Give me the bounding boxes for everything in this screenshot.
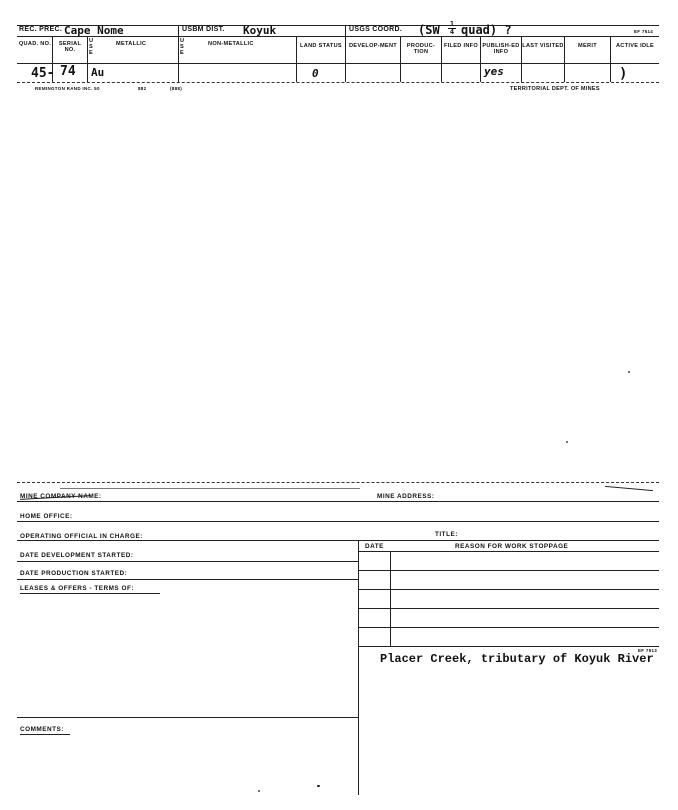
col-merit: MERIT	[578, 43, 597, 49]
date-development-label: DATE DEVELOPMENT STARTED:	[20, 552, 134, 559]
speck	[566, 441, 568, 443]
rule	[358, 627, 659, 628]
divider	[178, 25, 179, 82]
rec-prec-label: REC. PREC.	[19, 26, 63, 33]
rec-prec-value: Cape Nome	[64, 24, 124, 37]
reason-header: REASON FOR WORK STOPPAGE	[455, 543, 569, 550]
col-serial-no: SERIAL NO.	[58, 41, 82, 53]
rule	[17, 561, 358, 562]
mine-address-label: MINE ADDRESS:	[377, 493, 435, 500]
usgs-fraction-num: 1	[449, 20, 455, 28]
title-label: TITLE:	[435, 531, 458, 538]
rule	[358, 589, 659, 590]
comments-label: COMMENTS:	[20, 726, 64, 733]
col-last-visited: LAST VISITED	[522, 43, 564, 49]
rule	[358, 570, 659, 571]
usbm-dist-label: USBM DIST.	[182, 26, 225, 33]
leases-offers-label: LEASES & OFFERS - TERMS OF:	[20, 585, 134, 592]
form-number-bottom: EF 7513	[638, 648, 658, 653]
bottom-card-top-rule	[17, 482, 659, 483]
rule	[358, 608, 659, 609]
rule	[17, 579, 358, 580]
value-active-idle: )	[619, 66, 628, 82]
rule	[17, 501, 659, 502]
col-non-metallic: NON-METALLIC	[208, 41, 254, 47]
center-divider	[358, 540, 359, 795]
typed-note: Placer Creek, tributary of Koyuk River	[380, 652, 654, 666]
col-active-idle: ACTIVE IDLE	[615, 43, 655, 49]
usbm-dist-value: Koyuk	[243, 24, 277, 37]
col-use-letters: U S E	[89, 38, 94, 56]
usgs-fraction	[448, 21, 456, 36]
rule	[17, 521, 659, 522]
rule	[20, 734, 70, 735]
usgs-coord-value: (SW	[418, 23, 440, 37]
bottom-dashed-rule	[17, 82, 659, 83]
divider	[87, 36, 88, 82]
col-published-info: PUBLISH-ED INFO	[482, 43, 520, 55]
col-development: DEVELOP-MENT	[348, 43, 398, 49]
col-filed-info: FILED INFO	[443, 43, 479, 49]
date-column-divider	[390, 551, 391, 646]
rule	[17, 717, 358, 718]
territorial-dept: TERRITORIAL DEPT. OF MINES	[510, 86, 600, 92]
operating-official-label: OPERATING OFFICIAL IN CHARGE:	[20, 533, 143, 540]
rule	[17, 540, 659, 541]
divider	[610, 36, 611, 82]
usgs-coord-label: USGS COORD.	[349, 26, 403, 33]
speck	[628, 371, 630, 373]
column-header-rule	[17, 63, 659, 64]
pen-stroke	[605, 486, 653, 491]
date-header: DATE	[365, 543, 384, 550]
rule	[358, 551, 659, 552]
mine-company-name-label: MINE COMPANY NAME:	[20, 493, 102, 500]
col-quad-no: QUAD. NO.	[18, 41, 52, 47]
col-production: PRODUC-TION	[406, 43, 436, 55]
usgs-coord-value-2: quad) ?	[461, 23, 512, 37]
printer-code-2: (888)	[170, 86, 183, 91]
value-land-status: 0	[312, 67, 319, 80]
speck	[317, 785, 320, 787]
rule	[20, 593, 160, 594]
speck	[258, 790, 260, 792]
col-land-status: LAND STATUS	[300, 43, 342, 49]
home-office-label: HOME OFFICE:	[20, 513, 73, 520]
value-serial-no: 74	[60, 64, 76, 79]
col-use-letters-2: U S E	[180, 38, 185, 56]
printer-credit: REMINGTON RAND INC. 50	[35, 86, 100, 91]
value-quad-no: 45-	[31, 66, 55, 81]
col-metallic: METALLIC	[116, 41, 147, 47]
usgs-fraction-den: 4	[449, 28, 455, 36]
divider	[345, 25, 346, 82]
faint-rule	[60, 488, 360, 489]
printer-code: 882	[138, 86, 147, 91]
value-published-info: yes	[484, 65, 504, 78]
rule	[358, 646, 659, 647]
value-metallic: Au	[91, 66, 105, 79]
date-production-label: DATE PRODUCTION STARTED:	[20, 570, 128, 577]
form-number-top: EF 7514	[634, 29, 654, 34]
